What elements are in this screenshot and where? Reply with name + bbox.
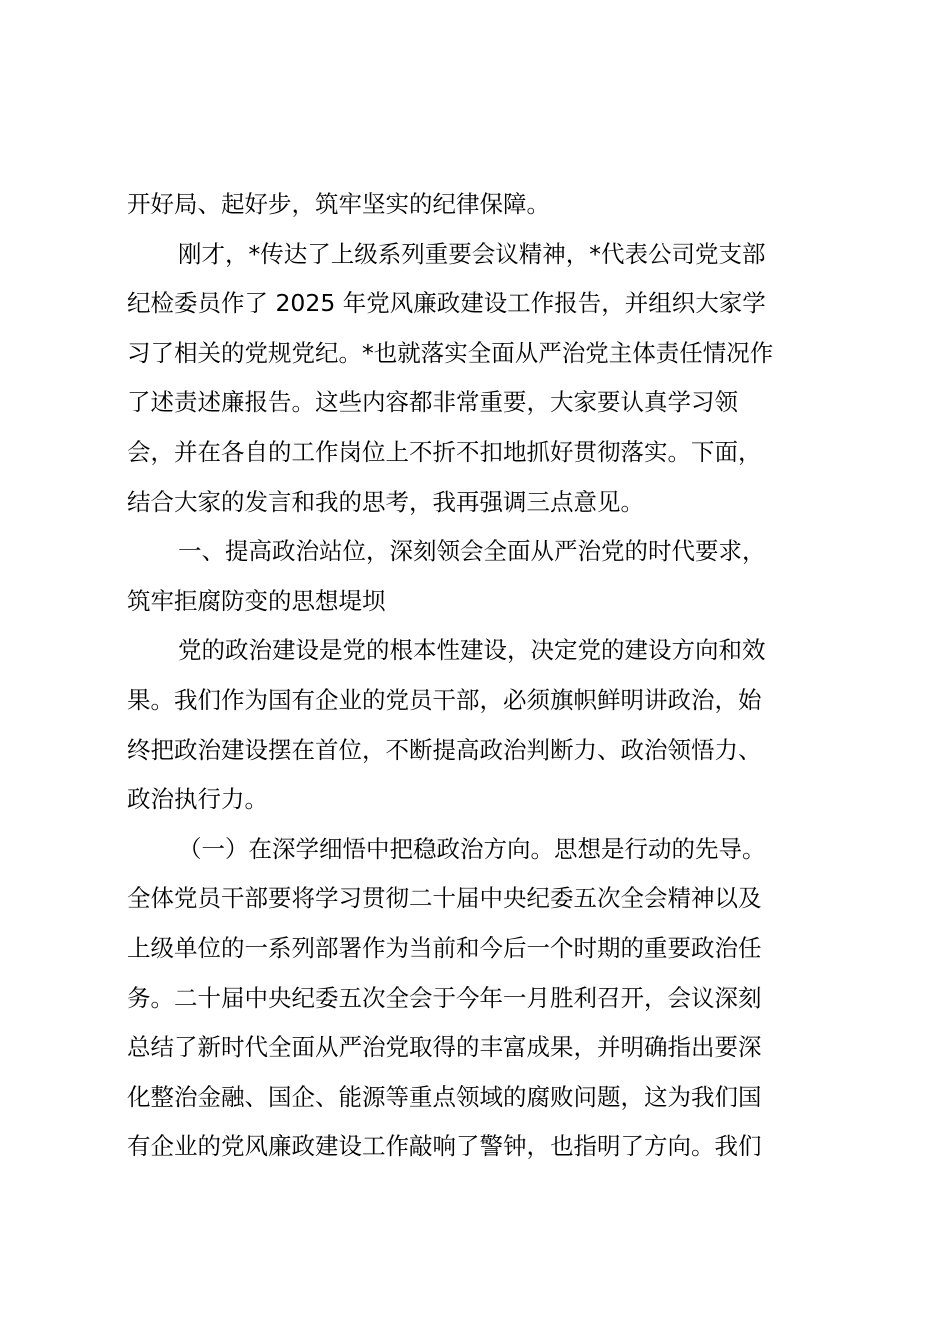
paragraph-opening-line: 党的政治建设是党的根本性建设，决定党的建设方向和效: [178, 636, 766, 665]
paragraph-line: 习了相关的党规党纪。*也就落实全面从严治党主体责任情况作: [127, 338, 774, 367]
paragraph-opening-line: 刚才，*传达了上级系列重要会议精神，*代表公司党支部: [178, 239, 766, 268]
paragraph-line: 全体党员干部要将学习贯彻二十届中央纪委五次全会精神以及: [127, 884, 762, 913]
paragraph-line: 会，并在各自的工作岗位上不折不扣地抓好贯彻落实。下面，: [127, 437, 762, 466]
section-heading-line: 筑牢拒腐防变的思想堤坝: [127, 586, 386, 615]
paragraph-continuation-line: 开好局、起好步，筑牢坚实的纪律保障。: [127, 190, 550, 218]
paragraph-line: 有企业的党风廉政建设工作敲响了警钟，也指明了方向。我们: [127, 1132, 762, 1161]
paragraph-line: 总结了新时代全面从严治党取得的丰富成果，并明确指出要深: [127, 1033, 762, 1062]
paragraph-line: 务。二十届中央纪委五次全会于今年一月胜利召开，会议深刻: [127, 983, 762, 1012]
paragraph-line: 纪检委员作了 2025 年党风廉政建设工作报告，并组织大家学: [127, 289, 766, 318]
paragraph-line: 政治执行力。: [127, 785, 268, 814]
section-heading-line: 一、提高政治站位，深刻领会全面从严治党的时代要求，: [178, 537, 766, 566]
paragraph-line: 结合大家的发言和我的思考，我再强调三点意见。: [127, 487, 644, 516]
paragraph-line: 果。我们作为国有企业的党员干部，必须旗帜鲜明讲政治，始: [127, 685, 762, 714]
subsection-opening-line: （一）在深学细悟中把稳政治方向。思想是行动的先导。: [178, 834, 766, 863]
paragraph-line: 终把政治建设摆在首位，不断提高政治判断力、政治领悟力、: [127, 735, 762, 764]
paragraph-line: 上级单位的一系列部署作为当前和今后一个时期的重要政治任: [127, 933, 762, 962]
paragraph-line: 化整治金融、国企、能源等重点领域的腐败问题，这为我们国: [127, 1082, 762, 1111]
paragraph-line: 了述责述廉报告。这些内容都非常重要，大家要认真学习领: [127, 388, 738, 417]
document-body: [127, 180, 835, 1172]
